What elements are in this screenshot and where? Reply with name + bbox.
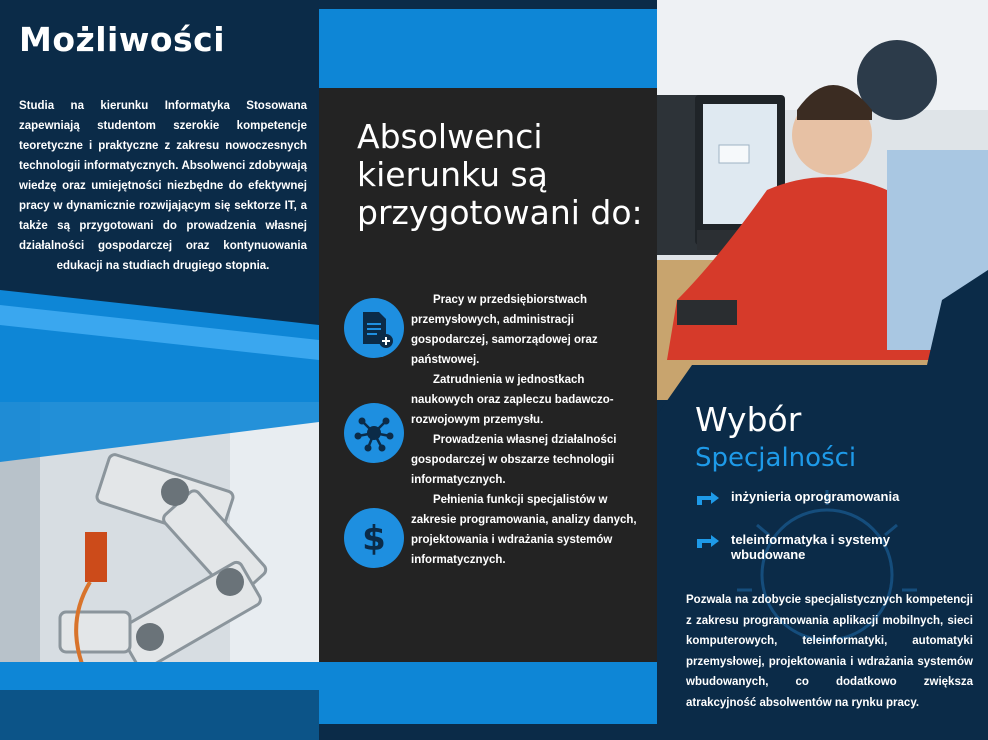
specialization-item xyxy=(695,489,931,504)
specialization-title: Wybór xyxy=(695,400,802,439)
graduates-list xyxy=(411,290,641,570)
middle-bottom-blue-bar xyxy=(319,662,657,724)
middle-panel xyxy=(319,0,657,740)
possibilities-text: Studia na kierunku Informatyka Stosowana zapewniają studentom szerokie kompetencje teoretyczne i praktyczne z zakresu nowoczesnych technologii informatycznych. Absolwenci zdobywają wiedzę oraz umiejętności niezbędne do efektywnej pracy w dynamicznie rozwijającym się sektorze IT, a także są przygotowani do prowadzenia własnej działalności gospodarczej oraz kontynuowania edukacji na studiach drugiego stopnia. xyxy=(19,100,307,272)
dollar-icon xyxy=(344,508,404,568)
left-panel xyxy=(0,0,319,740)
specialization-label: inżynieria oprogramowania xyxy=(731,489,900,504)
network-icon xyxy=(344,403,404,463)
left-blue-stripes xyxy=(0,0,319,420)
possibilities-title: Możliwości xyxy=(19,20,226,59)
list-item: Prowadzenia własnej działalności gospodarczej w obszarze technologii informatycznych. xyxy=(411,434,617,486)
list-item: Pełnienia funkcji specjalistów w zakresie programowania, analizy danych, projektowania i wdrażania systemów informatycznych. xyxy=(411,494,637,566)
svg-text:$: $ xyxy=(362,519,386,559)
right-panel xyxy=(657,0,988,740)
middle-top-blue-bar xyxy=(319,9,657,88)
specialization-label: teleinformatyka i systemy wbudowane xyxy=(731,532,890,562)
specialization-item xyxy=(695,532,931,562)
arrow-icon xyxy=(695,490,721,506)
specialization-description: Pozwala na zdobycie specjalistycznych kompetencji z zakresu programowania aplikacji mobilnych, sieci komputerowych, teleinformatyki, automatyki przemysłowej, projektowania i wdrażania systemów wbudowanych, co dodatkowo zwiększa atrakcyjność absolwentów na rynku pracy. xyxy=(686,594,973,709)
graduates-title: Absolwenci kierunku są przygotowani do: xyxy=(357,117,643,232)
list-item: Zatrudnienia w jednostkach naukowych oraz zapleczu badawczo-rozwojowym przemysłu. xyxy=(411,374,614,426)
list-item: Pracy w przedsiębiorstwach przemysłowych, administracji gospodarczej, samorządowej oraz państwowej. xyxy=(411,294,598,366)
specialization-subtitle: Specjalności xyxy=(695,443,857,473)
document-plus-icon xyxy=(344,298,404,358)
left-bottom-stripe xyxy=(0,660,319,740)
arrow-icon xyxy=(695,533,721,549)
